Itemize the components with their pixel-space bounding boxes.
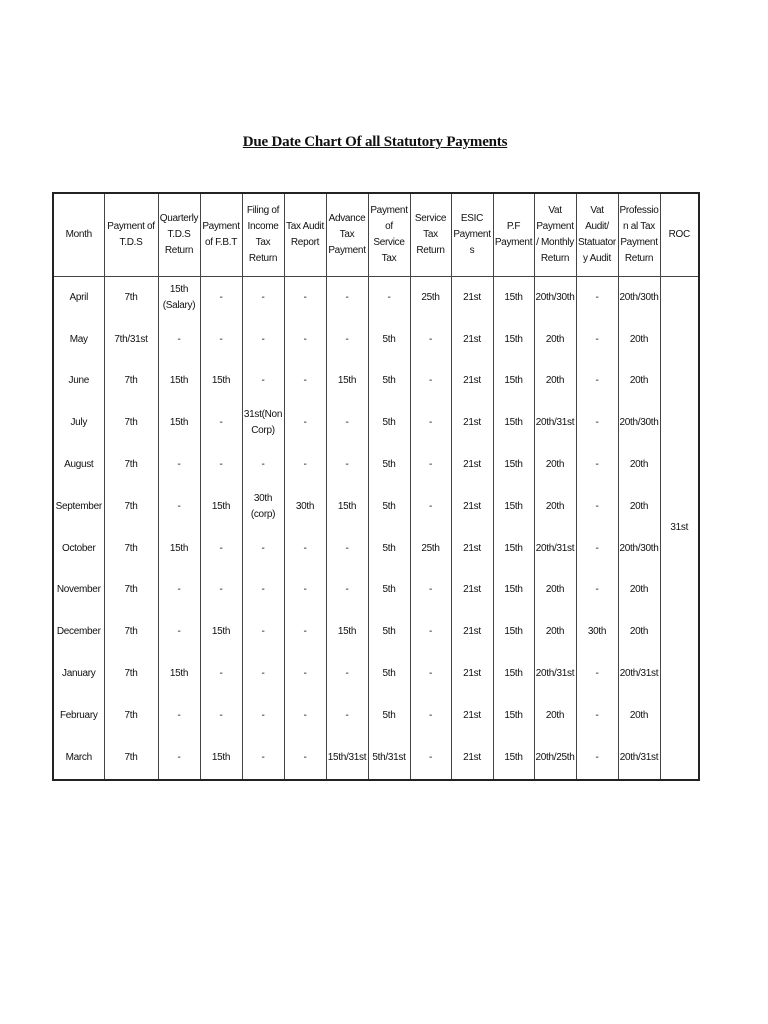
- header-income-tax-return: Filing of Income Tax Return: [242, 193, 284, 277]
- header-quarterly-tds-return: Quarterly T.D.S Return: [158, 193, 200, 277]
- due-date-cell: -: [326, 653, 368, 695]
- table-row: [53, 737, 699, 780]
- due-date-cell: 20th: [618, 486, 660, 528]
- due-date-cell: 15th: [493, 277, 534, 319]
- due-date-cell: 20th: [534, 486, 576, 528]
- due-date-cell: -: [158, 737, 200, 780]
- due-date-cell: 5th/31st: [368, 737, 410, 780]
- due-date-cell: 7th: [104, 444, 158, 486]
- due-date-cell: 15th: [158, 528, 200, 570]
- due-date-cell: 20th: [618, 695, 660, 737]
- due-date-cell: 20th: [534, 570, 576, 612]
- due-date-cell: 21st: [451, 653, 493, 695]
- month-cell: May: [53, 319, 104, 361]
- due-date-cell: 5th: [368, 319, 410, 361]
- table-row: [53, 444, 699, 486]
- due-date-cell: 21st: [451, 361, 493, 403]
- table-row: [53, 486, 699, 528]
- header-tds-payment: Payment of T.D.S: [104, 193, 158, 277]
- due-date-cell: 7th: [104, 402, 158, 444]
- due-date-cell: -: [284, 737, 326, 780]
- due-date-cell: -: [242, 361, 284, 403]
- due-date-cell: 20th: [618, 319, 660, 361]
- due-date-cell: -: [242, 444, 284, 486]
- due-date-cell: 20th/30th: [618, 402, 660, 444]
- due-date-cell: -: [326, 528, 368, 570]
- due-date-cell: -: [410, 444, 451, 486]
- due-date-cell: 21st: [451, 402, 493, 444]
- due-date-cell: 15th/31st: [326, 737, 368, 780]
- due-date-cell: -: [242, 319, 284, 361]
- due-date-table: [52, 192, 700, 781]
- due-date-cell: 15th: [200, 611, 242, 653]
- header-professional-tax: Profession al Tax Payment Return: [618, 193, 660, 277]
- due-date-cell: 20th: [618, 361, 660, 403]
- header-service-tax-return: Service Tax Return: [410, 193, 451, 277]
- header-pf: P.F Payment: [493, 193, 534, 277]
- due-date-cell: -: [410, 570, 451, 612]
- due-date-cell: 15th: [493, 570, 534, 612]
- due-date-cell: 7th: [104, 570, 158, 612]
- due-date-cell: -: [200, 653, 242, 695]
- due-date-cell: 5th: [368, 570, 410, 612]
- due-date-cell: 5th: [368, 653, 410, 695]
- due-date-cell: -: [200, 277, 242, 319]
- due-date-cell: -: [576, 695, 618, 737]
- due-date-cell: -: [158, 611, 200, 653]
- page-title: Due Date Chart Of all Statutory Payments: [242, 134, 508, 150]
- due-date-cell: 15th: [493, 653, 534, 695]
- due-date-cell: -: [326, 695, 368, 737]
- due-date-cell: 21st: [451, 486, 493, 528]
- due-date-cell: -: [410, 737, 451, 780]
- due-date-cell: 7th/31st: [104, 319, 158, 361]
- due-date-cell: -: [242, 277, 284, 319]
- due-date-cell: 30th (corp): [242, 486, 284, 528]
- due-date-cell: 15th: [493, 695, 534, 737]
- table-row: [53, 653, 699, 695]
- due-date-cell: -: [242, 570, 284, 612]
- due-date-cell: -: [326, 444, 368, 486]
- due-date-cell: -: [200, 570, 242, 612]
- table-row: [53, 611, 699, 653]
- due-date-cell: -: [200, 402, 242, 444]
- due-date-cell: -: [410, 319, 451, 361]
- due-date-cell: 20th: [618, 444, 660, 486]
- due-date-cell: 20th/31st: [534, 402, 576, 444]
- due-date-cell: 15th: [200, 361, 242, 403]
- month-cell: June: [53, 361, 104, 403]
- due-date-cell: -: [284, 611, 326, 653]
- due-date-cell: 30th: [284, 486, 326, 528]
- header-tax-audit-report: Tax Audit Report: [284, 193, 326, 277]
- due-date-cell: -: [576, 402, 618, 444]
- due-date-cell: 15th: [493, 486, 534, 528]
- due-date-cell: 15th: [493, 737, 534, 780]
- due-date-cell: -: [410, 695, 451, 737]
- due-date-cell: -: [576, 319, 618, 361]
- due-date-cell: 20th/31st: [534, 653, 576, 695]
- due-date-cell: 20th/31st: [534, 528, 576, 570]
- due-date-cell: 15th: [326, 611, 368, 653]
- header-esic: ESIC Payments: [451, 193, 493, 277]
- due-date-cell: 7th: [104, 528, 158, 570]
- roc-cell: 31st: [660, 277, 699, 780]
- due-date-cell: -: [410, 361, 451, 403]
- due-date-cell: -: [284, 361, 326, 403]
- due-date-cell: 15th: [326, 361, 368, 403]
- due-date-cell: 20th/30th: [618, 277, 660, 319]
- due-date-cell: -: [242, 695, 284, 737]
- due-date-cell: 7th: [104, 737, 158, 780]
- due-date-cell: -: [158, 695, 200, 737]
- header-fbt-payment: Payment of F.B.T: [200, 193, 242, 277]
- due-date-cell: -: [368, 277, 410, 319]
- due-date-cell: 20th/30th: [534, 277, 576, 319]
- due-date-cell: 21st: [451, 611, 493, 653]
- table-row: [53, 277, 699, 319]
- due-date-cell: 15th: [493, 444, 534, 486]
- due-date-cell: -: [326, 277, 368, 319]
- due-date-cell: 25th: [410, 528, 451, 570]
- due-date-cell: -: [576, 361, 618, 403]
- header-vat-audit: Vat Audit/ Statuatory Audit: [576, 193, 618, 277]
- due-date-cell: 20th/25th: [534, 737, 576, 780]
- due-date-cell: 5th: [368, 611, 410, 653]
- due-date-cell: -: [158, 486, 200, 528]
- month-cell: July: [53, 402, 104, 444]
- header-advance-tax: Advance Tax Payment: [326, 193, 368, 277]
- month-cell: November: [53, 570, 104, 612]
- due-date-cell: -: [200, 695, 242, 737]
- due-date-cell: -: [284, 444, 326, 486]
- due-date-cell: 20th: [618, 570, 660, 612]
- due-date-cell: -: [284, 402, 326, 444]
- due-date-cell: 15th: [158, 402, 200, 444]
- due-date-cell: 15th: [493, 528, 534, 570]
- due-date-cell: -: [242, 528, 284, 570]
- due-date-cell: -: [200, 528, 242, 570]
- due-date-cell: 15th: [158, 653, 200, 695]
- due-date-cell: 25th: [410, 277, 451, 319]
- due-date-cell: 15th: [493, 361, 534, 403]
- due-date-cell: -: [284, 653, 326, 695]
- due-date-cell: -: [576, 486, 618, 528]
- due-date-cell: 15th: [493, 319, 534, 361]
- due-date-cell: 7th: [104, 695, 158, 737]
- header-vat-payment: Vat Payment/ Monthly Return: [534, 193, 576, 277]
- due-date-cell: 21st: [451, 319, 493, 361]
- header-row: [53, 193, 699, 277]
- due-date-cell: 7th: [104, 486, 158, 528]
- due-date-cell: 7th: [104, 361, 158, 403]
- table-row: [53, 695, 699, 737]
- due-date-cell: 5th: [368, 528, 410, 570]
- due-date-cell: 15th: [493, 402, 534, 444]
- month-cell: April: [53, 277, 104, 319]
- due-date-cell: -: [158, 444, 200, 486]
- table-row: [53, 402, 699, 444]
- due-date-cell: 20th: [618, 611, 660, 653]
- due-date-cell: -: [242, 653, 284, 695]
- month-cell: December: [53, 611, 104, 653]
- due-date-cell: -: [158, 319, 200, 361]
- table-row: [53, 361, 699, 403]
- due-date-cell: 15th (Salary): [158, 277, 200, 319]
- due-date-cell: 20th/31st: [618, 653, 660, 695]
- due-date-cell: 15th: [200, 737, 242, 780]
- due-date-cell: -: [576, 570, 618, 612]
- table-body: [53, 277, 699, 780]
- due-date-cell: 5th: [368, 444, 410, 486]
- due-date-cell: 21st: [451, 695, 493, 737]
- due-date-cell: 5th: [368, 486, 410, 528]
- due-date-cell: -: [158, 570, 200, 612]
- header-roc: ROC: [660, 193, 699, 277]
- header-service-tax-payment: Payment of Service Tax: [368, 193, 410, 277]
- due-date-cell: 5th: [368, 361, 410, 403]
- month-cell: August: [53, 444, 104, 486]
- due-date-cell: 20th: [534, 444, 576, 486]
- due-date-cell: -: [284, 528, 326, 570]
- month-cell: January: [53, 653, 104, 695]
- due-date-cell: -: [410, 653, 451, 695]
- due-date-cell: -: [576, 528, 618, 570]
- month-cell: March: [53, 737, 104, 780]
- due-date-cell: -: [576, 277, 618, 319]
- due-date-cell: -: [576, 653, 618, 695]
- due-date-cell: 20th: [534, 319, 576, 361]
- header-month: Month: [53, 193, 104, 277]
- due-date-cell: -: [326, 570, 368, 612]
- due-date-cell: 21st: [451, 570, 493, 612]
- due-date-cell: 21st: [451, 737, 493, 780]
- due-date-cell: 20th: [534, 695, 576, 737]
- due-date-cell: 15th: [158, 361, 200, 403]
- due-date-cell: 20th: [534, 611, 576, 653]
- due-date-cell: -: [242, 611, 284, 653]
- table-row: [53, 319, 699, 361]
- month-cell: February: [53, 695, 104, 737]
- due-date-cell: 21st: [451, 277, 493, 319]
- due-date-cell: 7th: [104, 277, 158, 319]
- due-date-cell: 7th: [104, 611, 158, 653]
- due-date-cell: -: [284, 570, 326, 612]
- due-date-cell: 15th: [326, 486, 368, 528]
- due-date-cell: -: [284, 277, 326, 319]
- due-date-cell: 30th: [576, 611, 618, 653]
- due-date-cell: -: [576, 737, 618, 780]
- due-date-cell: 15th: [200, 486, 242, 528]
- due-date-cell: 20th/31st: [618, 737, 660, 780]
- due-date-cell: 5th: [368, 695, 410, 737]
- due-date-cell: 31st(Non Corp): [242, 402, 284, 444]
- due-date-cell: 20th/30th: [618, 528, 660, 570]
- table-row: [53, 528, 699, 570]
- due-date-cell: -: [410, 402, 451, 444]
- due-date-cell: 5th: [368, 402, 410, 444]
- due-date-cell: 21st: [451, 444, 493, 486]
- table-row: [53, 570, 699, 612]
- month-cell: September: [53, 486, 104, 528]
- due-date-cell: -: [284, 319, 326, 361]
- due-date-cell: -: [576, 444, 618, 486]
- due-date-cell: -: [410, 611, 451, 653]
- due-date-cell: 7th: [104, 653, 158, 695]
- due-date-cell: -: [326, 402, 368, 444]
- due-date-cell: -: [200, 319, 242, 361]
- due-date-cell: 21st: [451, 528, 493, 570]
- due-date-cell: 20th: [534, 361, 576, 403]
- due-date-cell: -: [284, 695, 326, 737]
- due-date-cell: -: [326, 319, 368, 361]
- due-date-cell: -: [410, 486, 451, 528]
- due-date-cell: -: [242, 737, 284, 780]
- due-date-cell: -: [200, 444, 242, 486]
- due-date-cell: 15th: [493, 611, 534, 653]
- month-cell: October: [53, 528, 104, 570]
